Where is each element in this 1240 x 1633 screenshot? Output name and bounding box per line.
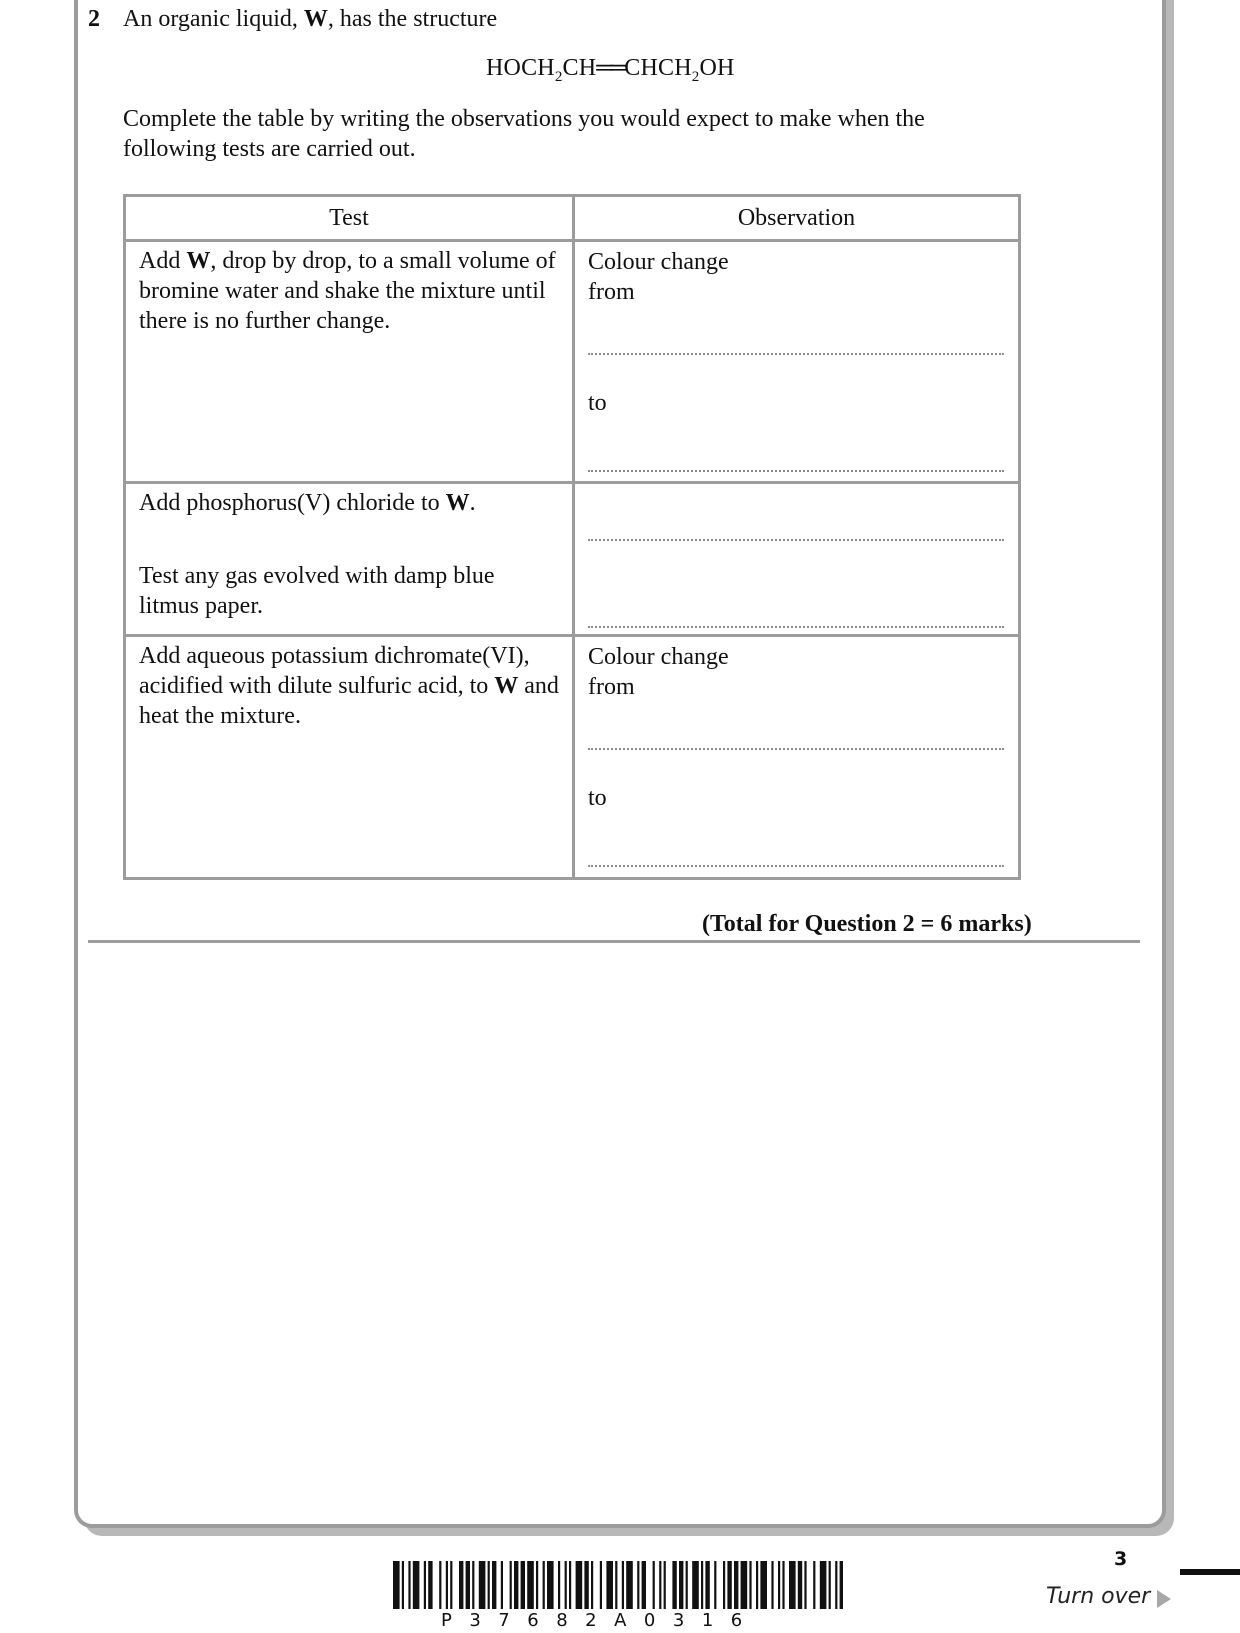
- barcode-bar: [664, 1561, 666, 1609]
- barcode-bar: [413, 1561, 420, 1609]
- barcode-bar: [789, 1561, 796, 1609]
- barcode-bar: [569, 1561, 571, 1609]
- barcode-bar: [459, 1561, 463, 1609]
- barcode-bar: [439, 1561, 441, 1609]
- question-number: 2: [88, 6, 100, 32]
- barcode-bar: [637, 1561, 639, 1609]
- test-text-dichromate: Add aqueous potassium dichromate(VI), acidified with dilute sulfuric acid, to W and heat the mixture.: [139, 643, 559, 729]
- compound-w-bold: W: [303, 6, 328, 32]
- header-test: Test: [125, 196, 574, 241]
- barcode-bar: [756, 1561, 758, 1609]
- barcode-bar: [424, 1561, 426, 1609]
- barcode-bar: [466, 1561, 470, 1609]
- barcode-bar: [626, 1561, 633, 1609]
- barcode-bar: [521, 1561, 525, 1609]
- barcode: [393, 1561, 843, 1609]
- barcode-bar: [692, 1561, 699, 1609]
- barcode-bar: [600, 1561, 602, 1609]
- barcode-bar: [543, 1561, 545, 1609]
- obs-label-from: Colour change from: [588, 249, 729, 305]
- barcode-bar: [408, 1561, 410, 1609]
- header-observation: Observation: [574, 196, 1020, 241]
- barcode-bar: [749, 1561, 751, 1609]
- answer-line[interactable]: [588, 539, 1004, 541]
- barcode-bar: [679, 1561, 683, 1609]
- turn-over-label: Turn over: [1046, 1584, 1151, 1609]
- barcode-bar: [547, 1561, 554, 1609]
- barcode-bar: [576, 1561, 583, 1609]
- total-marks: (Total for Question 2 = 6 marks): [702, 911, 1032, 937]
- barcode-bar: [622, 1561, 624, 1609]
- barcode-bar: [705, 1561, 709, 1609]
- barcode-bar: [820, 1561, 827, 1609]
- table-header-row: [125, 196, 1020, 241]
- barcode-bar: [840, 1561, 843, 1609]
- barcode-bar: [446, 1561, 448, 1609]
- barcode-bar: [723, 1561, 725, 1609]
- barcode-bar: [741, 1561, 748, 1609]
- barcode-bar: [501, 1561, 503, 1609]
- barcode-bar: [727, 1561, 731, 1609]
- barcode-bar: [642, 1561, 646, 1609]
- observation-cell: [574, 241, 1020, 483]
- barcode-bar: [760, 1561, 767, 1609]
- barcode-bar: [798, 1561, 802, 1609]
- barcode-bar: [782, 1561, 784, 1609]
- answer-line[interactable]: [588, 865, 1004, 867]
- barcode-bar: [813, 1561, 815, 1609]
- test-text-bromine: Add W, drop by drop, to a small volume of bromine water and shake the mixture until there is no further change.: [139, 248, 556, 334]
- barcode-bar: [829, 1561, 831, 1609]
- page-number-rule: [1180, 1569, 1240, 1575]
- barcode-bar: [835, 1561, 837, 1609]
- structural-formula: $HOCH_2CH══CHCH_2OH$: [486, 55, 735, 85]
- barcode-bar: [527, 1561, 534, 1609]
- barcode-bar: [510, 1561, 512, 1609]
- table-row: [125, 241, 1020, 483]
- barcode-bar: [606, 1561, 613, 1609]
- obs-label-from: Colour change from: [588, 644, 729, 700]
- answer-line[interactable]: [588, 748, 1004, 750]
- table-row: [125, 636, 1020, 879]
- obs-label-to: to: [588, 390, 607, 416]
- barcode-bar: [428, 1561, 432, 1609]
- barcode-bar: [393, 1561, 400, 1609]
- double-bond: ══: [596, 55, 625, 81]
- observation-cell: [574, 483, 1020, 636]
- right-triangle-icon: [1157, 1590, 1171, 1608]
- barcode-bar: [565, 1561, 567, 1609]
- page-number: 3: [1114, 1548, 1128, 1570]
- barcode-bar: [653, 1561, 655, 1609]
- barcode-bar: [472, 1561, 474, 1609]
- barcode-text: P37682A0316: [441, 1610, 760, 1631]
- barcode-bar: [615, 1561, 617, 1609]
- barcode-bar: [672, 1561, 676, 1609]
- barcode-bar: [734, 1561, 738, 1609]
- barcode-bar: [804, 1561, 806, 1609]
- barcode-bar: [701, 1561, 703, 1609]
- obs-label-to: to: [588, 785, 607, 811]
- table-row: [125, 483, 1020, 636]
- barcode-bar: [659, 1561, 661, 1609]
- answer-line[interactable]: [588, 626, 1004, 628]
- observation-cell: [574, 636, 1020, 879]
- barcode-bar: [479, 1561, 486, 1609]
- barcode-bar: [514, 1561, 518, 1609]
- barcode-bar: [714, 1561, 716, 1609]
- barcode-bar: [771, 1561, 773, 1609]
- observation-table: [123, 194, 1021, 880]
- barcode-bar: [488, 1561, 490, 1609]
- barcode-bar: [450, 1561, 452, 1609]
- test-cell: [125, 636, 574, 879]
- question-intro: An organic liquid, W, has the structure: [123, 6, 498, 32]
- barcode-bar: [402, 1561, 404, 1609]
- barcode-bar: [584, 1561, 588, 1609]
- barcode-bar: [591, 1561, 593, 1609]
- barcode-bar: [686, 1561, 688, 1609]
- test-cell: [125, 483, 574, 636]
- answer-line[interactable]: [588, 470, 1004, 472]
- barcode-bar: [558, 1561, 560, 1609]
- test-cell: [125, 241, 574, 483]
- section-divider: [88, 940, 1140, 943]
- test-text-litmus: Test any gas evolved with damp blue litmus paper.: [139, 563, 495, 619]
- barcode-bar: [778, 1561, 780, 1609]
- barcode-bar: [492, 1561, 496, 1609]
- barcode-bar: [536, 1561, 538, 1609]
- test-text-pcl5: Add phosphorus(V) chloride to W.: [139, 490, 476, 516]
- instruction-text: Complete the table by writing the observations you would expect to make when the following tests are carried out.: [123, 106, 925, 162]
- answer-line[interactable]: [588, 353, 1004, 355]
